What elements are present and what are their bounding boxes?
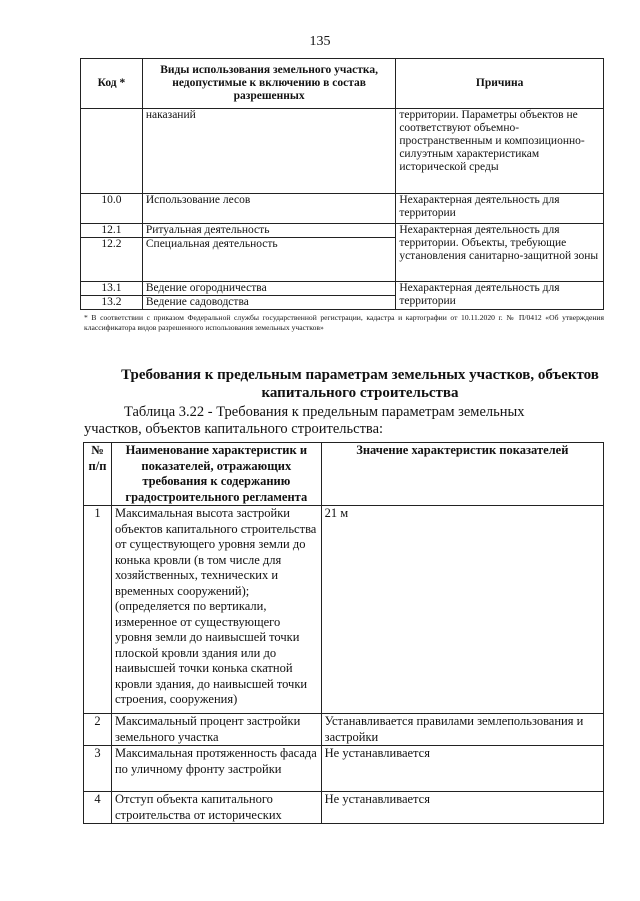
- row-value: Не устанавливается: [321, 792, 603, 824]
- table-row: [84, 792, 604, 824]
- table-row: [84, 714, 604, 746]
- row-code: 10.0: [81, 194, 143, 224]
- row-code: 13.2: [81, 296, 143, 310]
- row-type: Ведение садоводства: [142, 296, 395, 310]
- table-row: [84, 746, 604, 792]
- footnote: * В соответствии с приказом Федеральной службы государственной регистрации, кадастра и картографии от 10.11.2020 г. № П/0412 «Об утверждения классификатора видов разрешенного использования земельных участков»: [84, 313, 604, 332]
- row-num: 1: [84, 506, 112, 714]
- row-type: Ритуальная деятельность: [142, 224, 395, 238]
- row-num: 3: [84, 746, 112, 792]
- table-row: [81, 194, 604, 224]
- row-name: Максимальная высота застройки объектов капитального строительства от существующего уровня земли до конька кровли (в том числе для хозяйственных, технических и временных сооружений); (определяется по вертикали, измеренное от существующего уровня земли до наивысшей точки плоской кровли здания или до наивысшей точки конька скатной кровли здания, до наивысшей точки строения, сооружения): [111, 506, 321, 714]
- row-name: Максимальная протяженность фасада по уличному фронту застройки: [111, 746, 321, 792]
- row-num: 2: [84, 714, 112, 746]
- row-value: Не устанавливается: [321, 746, 603, 792]
- section-title: Требования к предельным параметрам земельных участков, объектов капитального строительства: [121, 367, 599, 401]
- table-header-row: [81, 59, 604, 109]
- header-code: Код *: [81, 59, 143, 109]
- table-row: [81, 282, 604, 296]
- table-row: [81, 224, 604, 238]
- row-type: наказаний: [142, 109, 395, 194]
- row-reason: Нехарактерная деятельность для территории. Объекты, требующие установления санитарно-защитной зоны: [396, 224, 604, 282]
- header-num: № п/п: [84, 443, 112, 506]
- header-types: Виды использования земельного участка, недопустимые к включению в состав разрешенных: [142, 59, 395, 109]
- table-row: [81, 109, 604, 194]
- table-header-row: [84, 443, 604, 506]
- table-caption-line1: Таблица 3.22 - Требования к предельным параметрам земельных: [124, 404, 525, 420]
- table-caption: [84, 404, 604, 438]
- header-reason: Причина: [396, 59, 604, 109]
- row-value: 21 м: [321, 506, 603, 714]
- row-reason: территории. Параметры объектов не соответствуют объемно-пространственным и композиционно-силуэтным характеристикам исторической среды: [396, 109, 604, 194]
- row-code: 12.2: [81, 238, 143, 282]
- row-code: [81, 109, 143, 194]
- page-number: 135: [309, 34, 331, 49]
- row-reason: Нехарактерная деятельность для территории: [396, 282, 604, 310]
- header-name: Наименование характеристик и показателей, отражающих требования к содержанию градостроительного регламента: [111, 443, 321, 506]
- parameters-table: [83, 442, 604, 824]
- header-value: Значение характеристик показателей: [321, 443, 603, 506]
- row-num: 4: [84, 792, 112, 824]
- row-type: Специальная деятельность: [142, 238, 395, 282]
- table-caption-line2: участков, объектов капитального строительства:: [84, 421, 384, 437]
- land-use-table: [80, 58, 604, 310]
- row-code: 12.1: [81, 224, 143, 238]
- row-name: Максимальный процент застройки земельного участка: [111, 714, 321, 746]
- row-name: Отступ объекта капитального строительства от исторических: [111, 792, 321, 824]
- row-reason: Нехарактерная деятельность для территории: [396, 194, 604, 224]
- row-type: Использование лесов: [142, 194, 395, 224]
- table-row: [84, 506, 604, 714]
- row-code: 13.1: [81, 282, 143, 296]
- row-value: Устанавливается правилами землепользования и застройки: [321, 714, 603, 746]
- row-type: Ведение огородничества: [142, 282, 395, 296]
